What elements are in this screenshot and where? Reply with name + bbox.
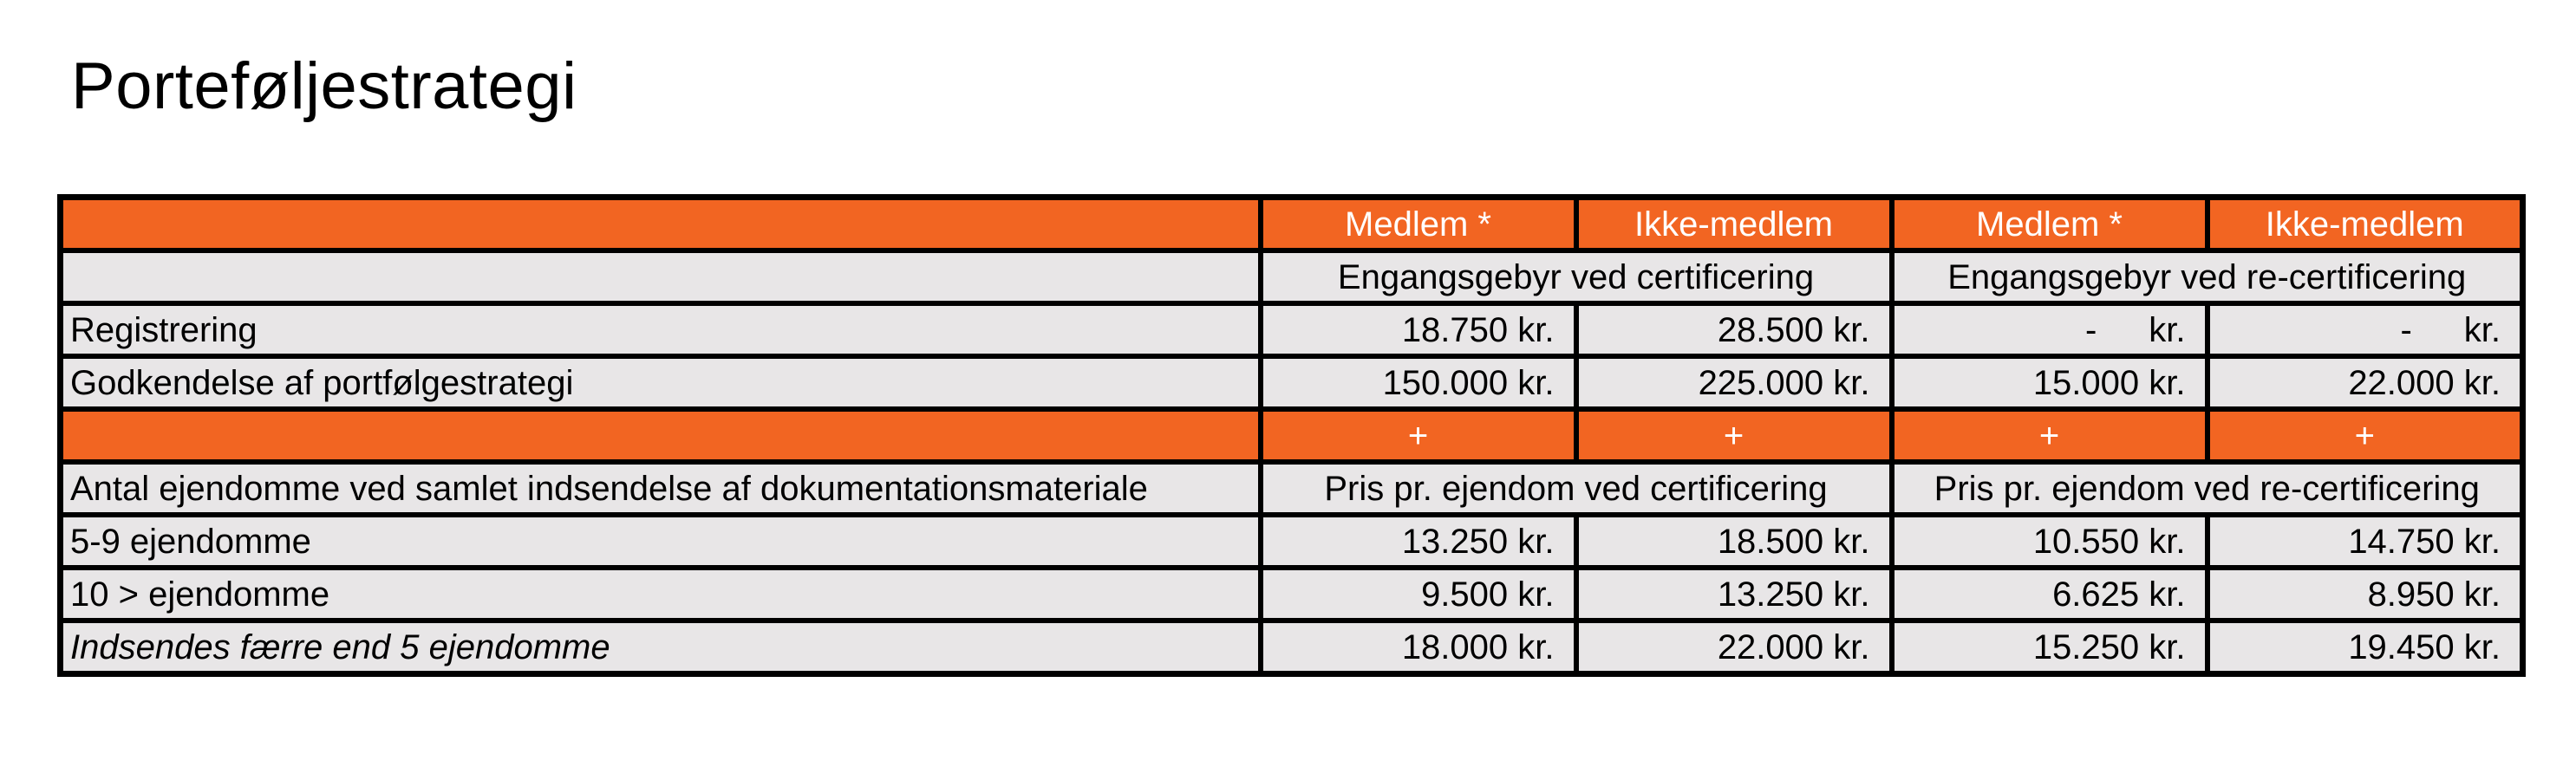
row-label: 10 > ejendomme bbox=[61, 568, 1261, 621]
section1-subheading-row bbox=[61, 250, 2523, 303]
price-cell: 13.250 kr. bbox=[1576, 568, 1892, 621]
header-row bbox=[61, 198, 2523, 251]
price-cell: 18.000 kr. bbox=[1261, 621, 1576, 674]
price-cell: 8.950 kr. bbox=[2208, 568, 2523, 621]
price-cell: 15.250 kr. bbox=[1892, 621, 2208, 674]
row-label: Godkendelse af portfølgestrategi bbox=[61, 356, 1261, 409]
price-cell: 22.000 kr. bbox=[1576, 621, 1892, 674]
table-row bbox=[61, 303, 2523, 356]
plus-symbol: + bbox=[2208, 409, 2523, 462]
dash-symbol: - bbox=[2400, 310, 2412, 349]
header-medlem-cert: Medlem * bbox=[1261, 198, 1576, 251]
currency-unit: kr. bbox=[2463, 310, 2501, 349]
plus-symbol: + bbox=[1576, 409, 1892, 462]
price-table bbox=[57, 194, 2526, 677]
section2-recert-heading: Pris pr. ejendom ved re-certificering bbox=[1892, 462, 2523, 515]
price-cell: 15.000 kr. bbox=[1892, 356, 2208, 409]
section2-cert-heading: Pris pr. ejendom ved certificering bbox=[1261, 462, 1892, 515]
table-row bbox=[61, 515, 2523, 568]
table-row bbox=[61, 356, 2523, 409]
section1-cert-heading: Engangsgebyr ved certificering bbox=[1261, 250, 1892, 303]
section2-label: Antal ejendomme ved samlet indsendelse af dokumentationsmateriale bbox=[61, 462, 1261, 515]
row-label: Registrering bbox=[61, 303, 1261, 356]
price-cell-empty bbox=[2208, 303, 2523, 356]
row-label: Indsendes færre end 5 ejendomme bbox=[61, 621, 1261, 674]
plus-symbol: + bbox=[1892, 409, 2208, 462]
price-cell: 13.250 kr. bbox=[1261, 515, 1576, 568]
plus-symbol: + bbox=[1261, 409, 1576, 462]
header-ikke-medlem-cert: Ikke-medlem bbox=[1576, 198, 1892, 251]
section1-recert-heading: Engangsgebyr ved re-certificering bbox=[1892, 250, 2523, 303]
price-cell: 225.000 kr. bbox=[1576, 356, 1892, 409]
price-cell: 9.500 kr. bbox=[1261, 568, 1576, 621]
header-medlem-recert: Medlem * bbox=[1892, 198, 2208, 251]
price-cell-empty bbox=[1892, 303, 2208, 356]
header-empty-cell bbox=[61, 198, 1261, 251]
price-cell: 150.000 kr. bbox=[1261, 356, 1576, 409]
price-cell: 14.750 kr. bbox=[2208, 515, 2523, 568]
price-cell: 28.500 kr. bbox=[1576, 303, 1892, 356]
table-row bbox=[61, 621, 2523, 674]
section1-empty-cell bbox=[61, 250, 1261, 303]
page-title: Porteføljestrategi bbox=[71, 49, 577, 123]
row-label: 5-9 ejendomme bbox=[61, 515, 1261, 568]
price-cell: 19.450 kr. bbox=[2208, 621, 2523, 674]
currency-unit: kr. bbox=[2149, 310, 2186, 349]
section2-subheading-row bbox=[61, 462, 2523, 515]
price-cell: 18.500 kr. bbox=[1576, 515, 1892, 568]
plus-separator-row bbox=[61, 409, 2523, 462]
price-cell: 18.750 kr. bbox=[1261, 303, 1576, 356]
price-cell: 22.000 kr. bbox=[2208, 356, 2523, 409]
price-cell: 6.625 kr. bbox=[1892, 568, 2208, 621]
price-cell: 10.550 kr. bbox=[1892, 515, 2208, 568]
table-row bbox=[61, 568, 2523, 621]
header-ikke-medlem-recert: Ikke-medlem bbox=[2208, 198, 2523, 251]
dash-symbol: - bbox=[2084, 310, 2097, 349]
separator-empty-cell bbox=[61, 409, 1261, 462]
